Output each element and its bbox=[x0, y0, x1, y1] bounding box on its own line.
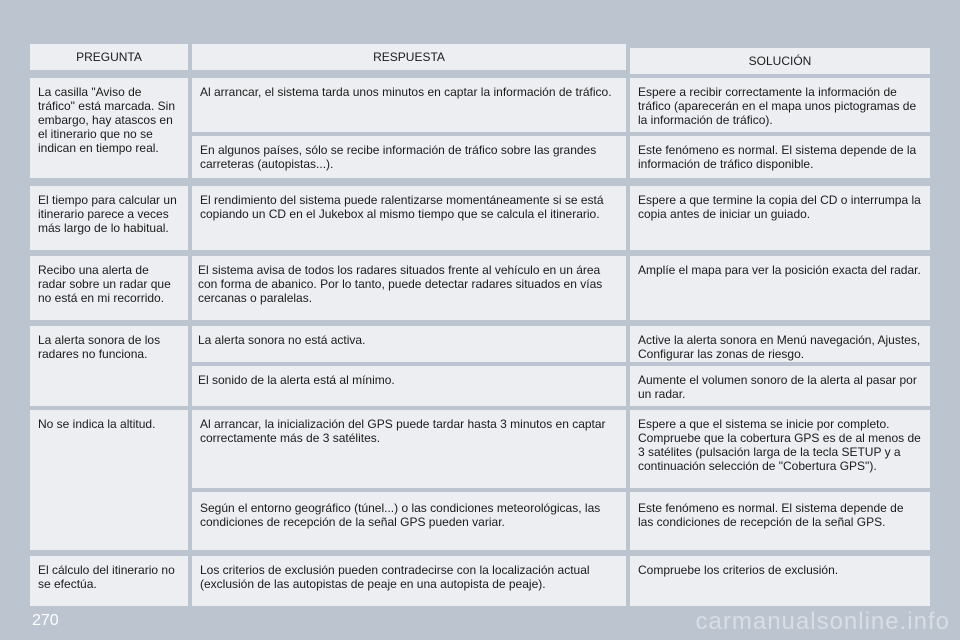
question-cell: La casilla "Aviso de tráfico" está marcada. Sin embargo, hay atascos en el itinerario que no se indican en tiempo real. bbox=[30, 78, 188, 178]
question-cell: Recibo una alerta de radar sobre un radar que no está en mi recorrido. bbox=[30, 256, 188, 320]
answer-cell: El sonido de la alerta está al mínimo. bbox=[192, 366, 626, 406]
header-question: PREGUNTA bbox=[30, 44, 188, 70]
solution-cell: Aumente el volumen sonoro de la alerta al pasar por un radar. bbox=[630, 366, 930, 406]
solution-cell: Este fenómeno es normal. El sistema depende de la información de tráfico disponible. bbox=[630, 136, 930, 178]
answer-cell: Según el entorno geográfico (túnel...) o las condiciones meteorológicas, las condiciones de recepción de la señal GPS pueden variar. bbox=[192, 492, 626, 550]
solution-cell: Active la alerta sonora en Menú navegación, Ajustes, Configurar las zonas de riesgo. bbox=[630, 326, 930, 362]
page-number: 270 bbox=[32, 612, 59, 629]
answer-cell: La alerta sonora no está activa. bbox=[192, 326, 626, 362]
question-cell: El cálculo del itinerario no se efectúa. bbox=[30, 556, 188, 606]
answer-cell: En algunos países, sólo se recibe información de tráfico sobre las grandes carreteras (autopistas...). bbox=[192, 136, 626, 178]
header-solution: SOLUCIÓN bbox=[630, 48, 930, 74]
answer-cell: El rendimiento del sistema puede ralentizarse momentáneamente si se está copiando un CD en el Jukebox al mismo tiempo que se calcula el itinerario. bbox=[192, 186, 626, 250]
header-answer: RESPUESTA bbox=[192, 44, 626, 70]
solution-cell: Compruebe los criterios de exclusión. bbox=[630, 556, 930, 606]
answer-cell: El sistema avisa de todos los radares situados frente al vehículo en un área con forma de abanico. Por lo tanto, puede detectar radares situados en vías cercanas o paralelas. bbox=[192, 256, 626, 320]
solution-cell: Espere a que termine la copia del CD o interrumpa la copia antes de iniciar un guiado. bbox=[630, 186, 930, 250]
solution-cell: Espere a que el sistema se inicie por completo. Compruebe que la cobertura GPS es de al menos de 3 satélites (pulsación larga de la tecla SETUP y a continuación selección de "Cobertura GPS"). bbox=[630, 410, 930, 488]
question-cell: La alerta sonora de los radares no funciona. bbox=[30, 326, 188, 406]
question-cell: No se indica la altitud. bbox=[30, 410, 188, 550]
watermark: carmanualsonline.info bbox=[695, 608, 950, 635]
answer-cell: Al arrancar, la inicialización del GPS puede tardar hasta 3 minutos en captar correctamente más de 3 satélites. bbox=[192, 410, 626, 488]
answer-cell: Los criterios de exclusión pueden contradecirse con la localización actual (exclusión de las autopistas de peaje en una autopista de peaje). bbox=[192, 556, 626, 606]
solution-cell: Amplíe el mapa para ver la posición exacta del radar. bbox=[630, 256, 930, 320]
solution-cell: Espere a recibir correctamente la información de tráfico (aparecerán en el mapa unos pictogramas de la información de tráfico). bbox=[630, 78, 930, 132]
solution-cell: Este fenómeno es normal. El sistema depende de las condiciones de recepción de la señal GPS. bbox=[630, 492, 930, 550]
question-cell: El tiempo para calcular un itinerario parece a veces más largo de lo habitual. bbox=[30, 186, 188, 250]
answer-cell: Al arrancar, el sistema tarda unos minutos en captar la información de tráfico. bbox=[192, 78, 626, 132]
